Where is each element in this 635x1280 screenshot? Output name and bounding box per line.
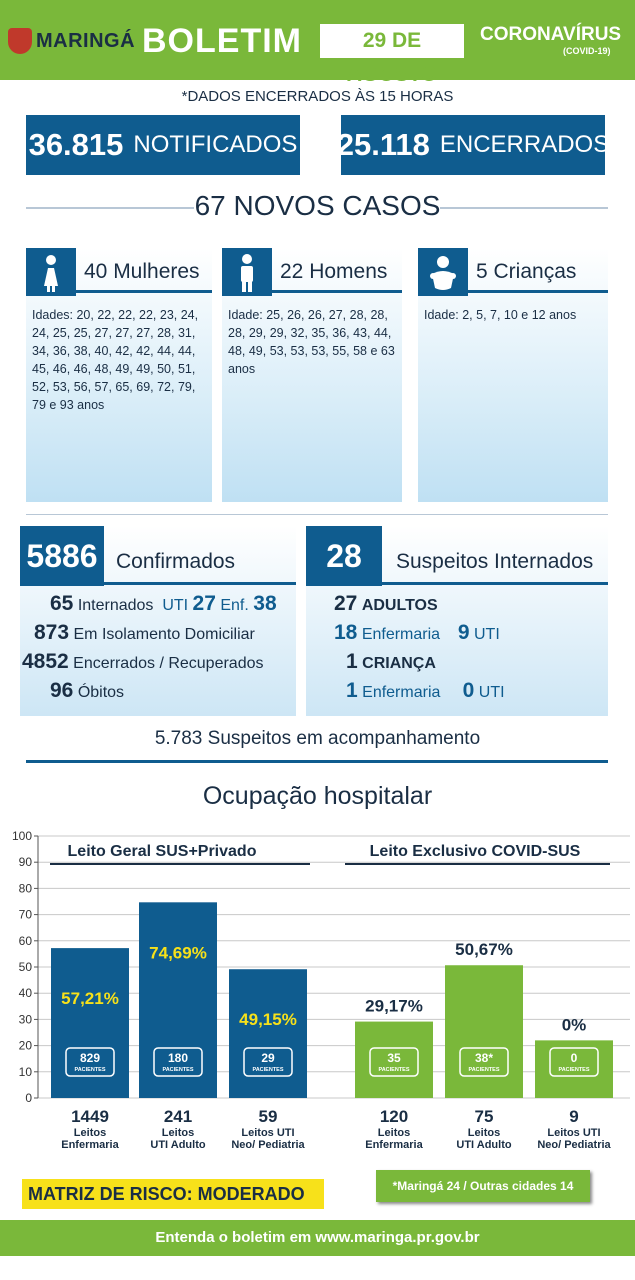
women-underline: [76, 290, 212, 293]
beds-count: 59: [258, 1107, 278, 1126]
y-tick-label: 80: [18, 881, 32, 896]
suspects-underline: [382, 582, 608, 585]
bar: [229, 969, 307, 1098]
y-tick-label: 30: [18, 1012, 32, 1027]
y-tick-label: 50: [18, 960, 32, 974]
bar-percent-label: 49,15%: [239, 1010, 297, 1030]
beds-category-line2: Neo/ Pediatria: [537, 1139, 611, 1151]
y-tick-label: 100: [11, 829, 32, 843]
beds-count: 75: [474, 1107, 494, 1126]
enf-value: 38: [253, 592, 277, 615]
new-cases-title: 67 NOVOS CASOS: [194, 190, 441, 221]
beds-count: 1449: [71, 1107, 109, 1126]
child-enf-label: Enfermaria: [362, 684, 441, 701]
woman-icon: [26, 248, 76, 296]
child-label: CRIANÇA: [362, 655, 436, 672]
isolation-row: [34, 621, 255, 645]
men-title: 22 Homens: [280, 260, 388, 283]
children-ages: Idade: 2, 5, 7, 10 e 12 anos: [424, 308, 577, 322]
patients-count: 29: [261, 1051, 275, 1065]
uti-value: 27: [192, 592, 216, 615]
isolation-value: 873: [34, 621, 70, 644]
closed-box: [336, 115, 610, 175]
suspects-label: Suspeitos Internados: [396, 550, 594, 573]
adults-value: 27: [334, 592, 358, 615]
patients-word: PACIENTES: [162, 1067, 194, 1073]
uti-label: UTI: [162, 597, 189, 614]
hospitalized-row: [50, 592, 277, 616]
recovered-value: 4852: [22, 650, 69, 673]
isolation-label: Em Isolamento Domiciliar: [73, 626, 255, 643]
bar-percent-label: 74,69%: [149, 943, 207, 963]
beds-count: 9: [569, 1107, 579, 1126]
city-name: MARINGÁ: [36, 30, 136, 52]
confirmed-label: Confirmados: [116, 550, 236, 573]
children-panel: [418, 248, 608, 502]
beds-category-line1: Leitos UTI: [241, 1127, 295, 1139]
bar: [445, 965, 523, 1098]
y-tick-label: 70: [18, 907, 32, 922]
occupation-chart: [0, 826, 635, 1166]
confirmed-box: [20, 526, 296, 716]
risk-matrix: MATRIZ DE RISCO: MODERADO: [22, 1179, 324, 1209]
beds-category-line2: Enfermaria: [61, 1139, 119, 1151]
suspects-following: 5.783 Suspeitos em acompanhamento: [154, 728, 481, 749]
adult-enf-label: Enfermaria: [361, 626, 441, 643]
confirmed-underline: [104, 582, 296, 585]
women-ages: Idades: 20, 22, 22, 22, 23, 24, 24, 25, 25, 27, 27, 27, 28, 31, 34, 36, 38, 40, 42, 42, 44, 44, 45, 46, 46, 48, 49, 49, 50, 51, 52, 53, 56, 57, 65, 69, 72, 79, 79 e 93 anos: [32, 308, 199, 412]
bulletin-title: BOLETIM: [142, 22, 302, 60]
adult-beds-row: [334, 621, 500, 645]
beds-category-line2: UTI Adulto: [150, 1139, 206, 1151]
beds-count: 241: [163, 1107, 193, 1126]
city-coat-of-arms-icon: [8, 28, 32, 54]
y-tick-label: 90: [18, 855, 32, 870]
beds-category-line1: Leitos: [467, 1127, 501, 1139]
women-title: 40 Mulheres: [84, 260, 200, 283]
header-banner: [0, 0, 635, 86]
patients-word: PACIENTES: [468, 1067, 500, 1073]
notified-box: [26, 115, 300, 175]
y-tick-label: 0: [25, 1091, 32, 1105]
beds-category-line1: Leitos: [161, 1127, 195, 1139]
section-divider: [26, 514, 608, 515]
origin-note: *Maringá 24 / Outras cidades 14: [376, 1170, 590, 1202]
notified-value: 36.815: [28, 127, 124, 162]
bar-percent-label: 0%: [561, 1015, 587, 1035]
closed-label: ENCERRADOS: [439, 131, 610, 158]
confirmed-value: 5886: [20, 526, 104, 586]
beds-category-line1: Leitos UTI: [547, 1127, 601, 1139]
footer-banner: Entenda o boletim em www.maringa.pr.gov.br: [0, 1220, 635, 1256]
deaths-row: [50, 679, 124, 703]
patients-count: 38*: [474, 1051, 494, 1065]
adult-uti-value: 9: [457, 621, 470, 644]
child-uti-value: 0: [462, 679, 475, 702]
men-underline: [272, 290, 402, 293]
y-tick-label: 20: [18, 1038, 32, 1053]
children-underline: [468, 290, 608, 293]
patients-word: PACIENTES: [378, 1067, 410, 1073]
patients-word: PACIENTES: [558, 1067, 590, 1073]
beds-category-line2: Enfermaria: [365, 1139, 423, 1151]
y-tick-label: 10: [18, 1064, 32, 1079]
patients-count: 35: [387, 1051, 401, 1065]
y-tick-label: 40: [18, 986, 32, 1001]
men-panel: [222, 248, 402, 502]
child-row: [346, 650, 436, 674]
adult-enf-value: 18: [334, 621, 358, 644]
men-ages: Idade: 25, 26, 26, 27, 28, 28, 28, 29, 29, 32, 35, 36, 43, 44, 48, 49, 53, 53, 53, 55, 58 e 63 anos: [228, 308, 395, 376]
adults-row: [334, 592, 438, 616]
bar-percent-label: 57,21%: [61, 989, 119, 1009]
women-panel: [26, 248, 212, 502]
man-icon: [222, 248, 272, 296]
child-uti-label: UTI: [478, 684, 505, 701]
occupation-title: Ocupação hospitalar: [202, 782, 433, 810]
patients-count: 180: [167, 1051, 189, 1065]
virus-title: CORONAVÍRUS: [480, 24, 622, 45]
y-tick-label: 60: [18, 933, 32, 948]
deaths-label: Óbitos: [77, 684, 125, 701]
child-value: 1: [346, 650, 358, 673]
bulletin-date: 29 DE AGOSTO: [320, 24, 464, 58]
group-title: Leito Exclusivo COVID-SUS: [369, 843, 581, 860]
children-title: 5 Crianças: [476, 260, 577, 283]
covid-subtitle: (COVID-19): [563, 46, 611, 56]
adults-label: ADULTOS: [361, 597, 438, 614]
adult-uti-label: UTI: [473, 626, 500, 643]
bar-percent-label: 50,67%: [455, 940, 513, 960]
beds-category-line1: Leitos: [73, 1127, 107, 1139]
patients-count: 0: [570, 1051, 578, 1065]
child-beds-row: [346, 679, 505, 703]
hospitalized-label: Internados: [77, 597, 154, 614]
beds-category-line1: Leitos: [377, 1127, 411, 1139]
suspects-value: 28: [306, 526, 382, 586]
child-enf-value: 1: [346, 679, 358, 702]
data-closing-note: *DADOS ENCERRADOS ÀS 15 HORAS: [181, 88, 454, 105]
bar-percent-label: 29,17%: [365, 996, 423, 1016]
beds-category-line2: Neo/ Pediatria: [231, 1139, 305, 1151]
patients-count: 829: [79, 1051, 101, 1065]
recovered-label: Encerrados / Recuperados: [73, 655, 264, 672]
deaths-value: 96: [50, 679, 74, 702]
closed-value: 25.118: [336, 127, 430, 162]
hospitalized-value: 65: [50, 592, 74, 615]
recovered-row: [22, 650, 264, 674]
patients-word: PACIENTES: [252, 1067, 284, 1073]
section-line: [26, 760, 608, 763]
beds-count: 120: [379, 1107, 409, 1126]
notified-label: NOTIFICADOS: [133, 131, 298, 158]
suspects-box: [306, 526, 608, 716]
beds-category-line2: UTI Adulto: [456, 1139, 512, 1151]
baby-icon: [418, 248, 468, 296]
patients-word: PACIENTES: [74, 1067, 106, 1073]
group-title: Leito Geral SUS+Privado: [67, 843, 257, 860]
enf-label: Enf.: [220, 597, 249, 614]
